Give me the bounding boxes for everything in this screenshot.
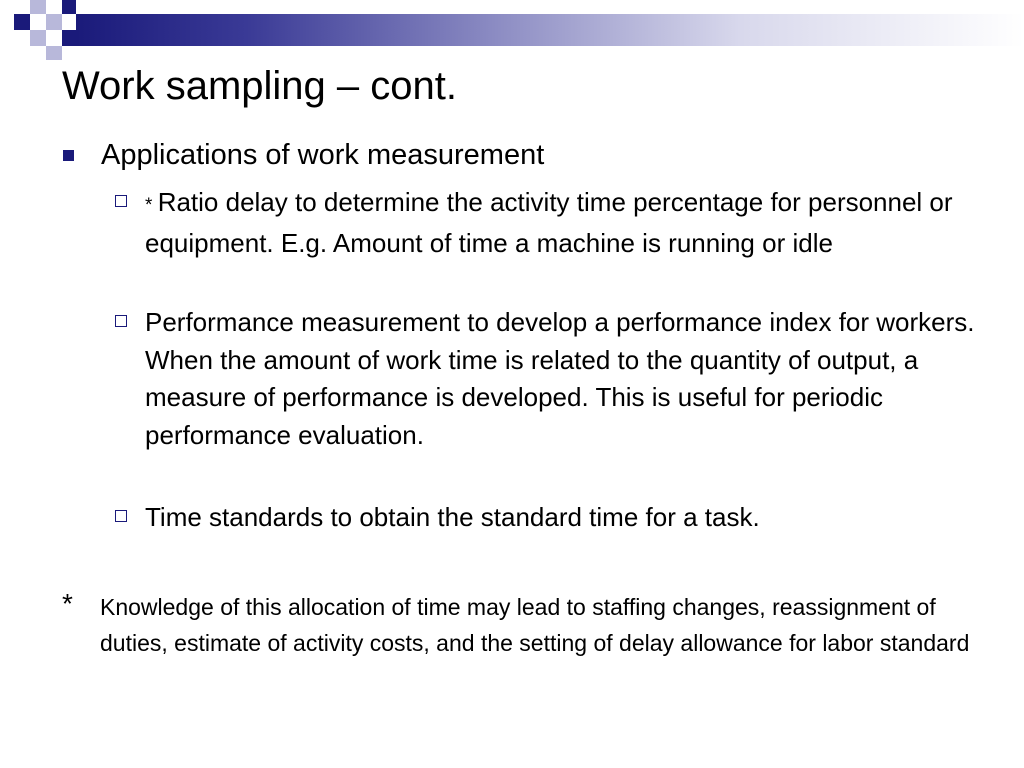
asterisk-marker: * — [145, 195, 158, 216]
footnote-text: Knowledge of this allocation of time may lead to staffing changes, reassignment of duties, estimate of activity costs, and the setting of delay allowance for labor standard — [100, 594, 970, 656]
sub-item-text — [145, 184, 980, 262]
hollow-square-bullet-icon — [115, 510, 127, 522]
hollow-square-bullet-icon — [115, 195, 127, 207]
footnote-marker: * — [62, 588, 73, 619]
header-square-decoration — [62, 0, 76, 14]
hollow-square-bullet-icon — [115, 315, 127, 327]
header-square-decoration — [14, 14, 30, 30]
sub-item-text: Time standards to obtain the standard time for a task. — [145, 502, 760, 532]
header-gradient-band — [76, 14, 1024, 46]
header-square-decoration — [30, 0, 46, 14]
header-square-decoration — [30, 30, 46, 46]
sub-item-text: Performance measurement to develop a performance index for workers. When the amount of work time is related to the quantity of output, a measure of performance is developed. This is useful for periodic performance evaluation. — [145, 307, 975, 450]
slide-title: Work sampling – cont. — [62, 64, 457, 108]
header-square-decoration — [46, 46, 62, 60]
header-square-decoration — [62, 30, 76, 46]
square-bullet-icon — [63, 150, 74, 161]
header-square-decoration — [46, 14, 62, 30]
sub-item-body: Ratio delay to determine the activity time percentage for personnel or equipment. E.g. Amount of time a machine is running or idle — [145, 187, 953, 258]
bullet-text: Applications of work measurement — [101, 139, 545, 171]
